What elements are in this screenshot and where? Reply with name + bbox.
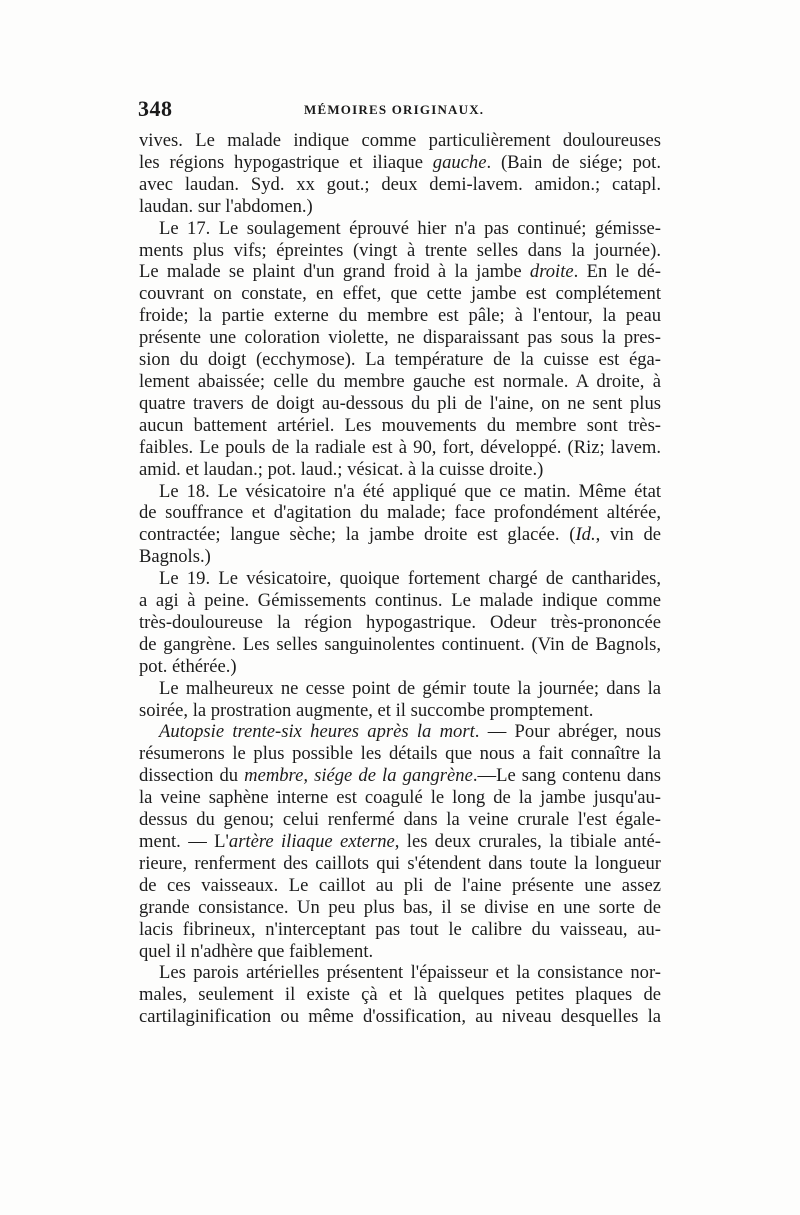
- text-line: [139, 437, 661, 459]
- text-line: [139, 240, 661, 262]
- line-text: . — Pour abréger, nous: [474, 721, 661, 743]
- line-text: laudan. sur l'abdomen.): [139, 195, 313, 217]
- text-line: [139, 1006, 661, 1028]
- line-text: dissection du: [139, 765, 245, 787]
- line-text: Le 19. Le vésicatoire, quoique fortement chargé de cantharides,: [159, 568, 661, 590]
- line-text: vives. Le malade indique comme particulièrement douloureuses: [139, 130, 661, 151]
- line-text: ments plus vifs; épreintes (vingt à trente selles dans la journée).: [139, 239, 661, 261]
- line-text: quel il n'adhère que faiblement.: [139, 940, 374, 962]
- line-text: Le 17. Le soulagement éprouvé hier n'a pas continué; gémisse-: [159, 217, 661, 239]
- text-line: [139, 546, 661, 568]
- line-text: soirée, la prostration augmente, et il succombe promptement.: [139, 699, 594, 721]
- text-line: [139, 809, 661, 831]
- text-line: [139, 568, 661, 590]
- text-line: [139, 481, 661, 503]
- line-text: Le malade se plaint d'un grand froid à la jambe: [139, 261, 530, 283]
- line-text: a agi à peine. Gémissements continus. Le malade indique comme: [139, 590, 661, 612]
- line-text: sion du doigt (ecchymose). La température de la cuisse est éga-: [139, 349, 661, 371]
- text-line: [139, 743, 661, 765]
- text-line: [139, 897, 661, 919]
- text-line: [139, 196, 661, 218]
- text-line: [139, 415, 661, 437]
- italic-text: Autopsie trente-six heures après la mort: [159, 721, 475, 743]
- text-line: [139, 721, 661, 743]
- line-text: très-douloureuse la région hypogastrique. Odeur très-prononcée: [139, 611, 661, 633]
- line-text: quatre travers de doigt au-dessous du pli de l'aine, on ne sent plus: [139, 392, 661, 414]
- line-text: lacis fibrineux, n'interceptant pas tout le calibre du vaisseau, au-: [139, 918, 661, 940]
- line-text: Le 18. Le vésicatoire n'a été appliqué que ce matin. Même état: [159, 480, 661, 502]
- line-text: pot. éthérée.): [139, 655, 237, 677]
- line-text: cartilaginification ou même d'ossification, au niveau desquelles la: [139, 1006, 661, 1028]
- text-line: [139, 962, 661, 984]
- line-text: , les deux crurales, la tibiale anté-: [394, 831, 661, 852]
- line-text: aucun battement artériel. Les mouvements du membre sont très-: [139, 414, 661, 436]
- text-line: [139, 349, 661, 371]
- line-text: résumerons le plus possible les détails que nous a fait connaître la: [139, 743, 661, 765]
- text-line: [139, 283, 661, 305]
- line-text: avec laudan. Syd. xx gout.; deux demi-lavem. amidon.; catapl.: [139, 173, 661, 195]
- line-text: froide; la partie externe du membre est pâle; à l'entour, la peau: [139, 305, 661, 327]
- text-line: [139, 634, 661, 656]
- line-text: dessus du genou; celui renfermé dans la veine crurale l'est égale-: [139, 809, 661, 831]
- line-text: de ces vaisseaux. Le caillot au pli de l'aine présente une assez: [139, 874, 661, 896]
- text-line: [139, 371, 661, 393]
- line-text: Les parois artérielles présentent l'épaisseur et la consistance nor-: [159, 962, 661, 984]
- text-line: [139, 656, 661, 678]
- line-text: amid. et laudan.; pot. laud.; vésicat. à la cuisse droite.): [139, 458, 544, 480]
- text-line: [139, 612, 661, 634]
- text-line: [139, 393, 661, 415]
- line-text: contractée; langue sèche; la jambe droite est glacée. (: [139, 524, 576, 546]
- line-text: .—Le sang contenu dans: [472, 765, 661, 787]
- text-line: [139, 787, 661, 809]
- text-line: [139, 590, 661, 612]
- line-text: de souffrance et d'agitation du malade; face profondément altérée,: [139, 502, 661, 524]
- text-line: [139, 524, 661, 546]
- text-line: [139, 678, 661, 700]
- line-text: les régions hypogastrique et iliaque: [139, 151, 433, 173]
- italic-text: artère iliaque externe: [228, 831, 395, 852]
- running-title: MÉMOIRES ORIGINAUX.: [304, 102, 485, 117]
- text-line: [139, 941, 661, 963]
- body-text: [139, 130, 661, 1028]
- text-line: [139, 875, 661, 897]
- text-line: [139, 130, 661, 152]
- text-line: [139, 459, 661, 481]
- text-line: [139, 831, 661, 853]
- text-line: [139, 218, 661, 240]
- text-line: [139, 853, 661, 875]
- line-text: couvrant on constate, en effet, que cette jambe est complétement: [139, 283, 661, 305]
- line-text: . (Bain de siége; pot.: [486, 151, 661, 173]
- text-line: [139, 502, 661, 524]
- text-line: [139, 174, 661, 196]
- text-line: [139, 919, 661, 941]
- italic-text: droite: [529, 261, 574, 283]
- text-line: [139, 261, 661, 283]
- text-line: [139, 700, 661, 722]
- line-text: présente une coloration violette, ne disparaissant pas sous la pres-: [139, 327, 661, 349]
- line-text: Bagnols.): [139, 546, 211, 568]
- line-text: rieure, renferment des caillots qui s'étendent dans toute la longueur: [139, 852, 661, 874]
- line-text: de gangrène. Les selles sanguinolentes continuent. (Vin de Bagnols,: [139, 633, 661, 655]
- page-number: 348: [138, 96, 173, 121]
- line-text: grande consistance. Un peu plus bas, il se divise en une sorte de: [139, 896, 661, 918]
- text-line: [139, 152, 661, 174]
- running-head: [138, 96, 662, 124]
- line-text: males, seulement il existe çà et là quelques petites plaques de: [139, 984, 661, 1006]
- text-line: [139, 305, 661, 327]
- line-text: , vin de: [595, 524, 661, 546]
- text-line: [139, 984, 661, 1006]
- line-text: ment. — L': [139, 831, 229, 852]
- line-text: la veine saphène interne est coagulé le long de la jambe jusqu'au-: [139, 787, 661, 809]
- text-line: [139, 765, 661, 787]
- line-text: . En le dé-: [573, 261, 661, 283]
- line-text: faibles. Le pouls de la radiale est à 90, fort, développé. (Riz; lavem.: [139, 436, 661, 458]
- text-line: [139, 327, 661, 349]
- italic-text: membre, siége de la gangrène: [244, 765, 473, 787]
- italic-text: gauche: [432, 151, 487, 173]
- italic-text: Id.: [575, 524, 596, 546]
- line-text: Le malheureux ne cesse point de gémir toute la journée; dans la: [159, 677, 661, 699]
- line-text: lement abaissée; celle du membre gauche est normale. A droite, à: [139, 370, 661, 392]
